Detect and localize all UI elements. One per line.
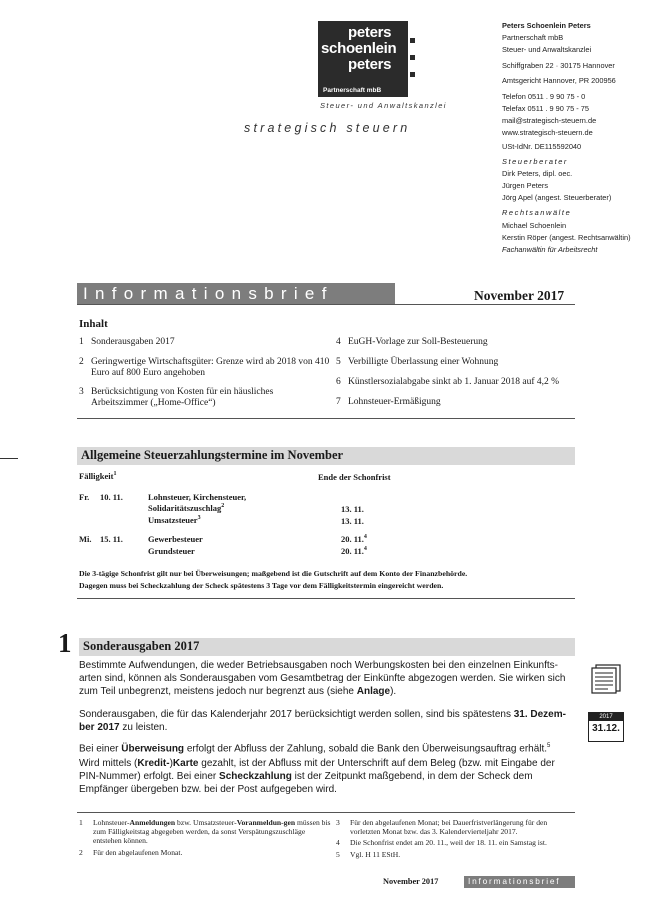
row-date: 10. 11.: [100, 492, 123, 502]
firm-legal: Partnerschaft mbB: [502, 33, 564, 42]
footnote-2-num: 2: [79, 848, 83, 857]
steuerberater-2: Jürgen Peters: [502, 181, 549, 190]
row-day: Fr.: [79, 492, 90, 502]
logo-line-2: schoenlein: [321, 40, 397, 57]
calendar-date: 31.12.: [592, 723, 620, 734]
firm-logo: [318, 21, 408, 97]
anwalt-2: Kerstin Röper (angest. Rechtsanwältin): [502, 233, 631, 242]
margin-mark: [0, 458, 18, 459]
doc-title: Informationsbrief: [83, 284, 334, 303]
logo-square-2: [410, 55, 415, 60]
col-faelligkeit: Fälligkeit$^1$: [79, 471, 117, 481]
row-tax: Solidaritätszuschlag$^2$: [148, 503, 225, 513]
steuerberater-1: Dirk Peters, dipl. oec.: [502, 169, 573, 178]
termine-note-1: Die 3-tägige Schonfrist gilt nur bei Überweisungen; maßgebend ist die Gutschrift auf dem Konto der Finanzbehörde.: [79, 569, 468, 578]
firm-type: Steuer- und Anwaltskanzlei: [502, 45, 592, 54]
footnote-1-num: 1: [79, 818, 83, 827]
termine-rule: [77, 598, 575, 599]
section-bar: [79, 638, 575, 656]
title-bar: [77, 283, 395, 304]
footer-bar: [464, 876, 575, 888]
toc-num: 5: [336, 357, 341, 367]
row-tax: Gewerbesteuer: [148, 534, 203, 544]
issue-month: November 2017: [474, 288, 565, 303]
anwalt-3: Fachanwältin für Arbeitsrecht: [502, 245, 598, 254]
termine-note-2: Dagegen muss bei Scheckzahlung der Scheck spätestens 3 Tage vor dem Fälligkeitstermin eingereicht werden.: [79, 581, 444, 590]
slogan: strategisch steuern: [244, 121, 411, 135]
footnote-3: Für den abgelaufenen Monat; bei Dauerfristverlängerung für den vorletzten Monat bzw. das 3. Kalendervierteljahr 2017.: [350, 818, 548, 837]
footnote-4: Die Schonfrist endet am 20. 11., weil der 18. 11. ein Samstag ist.: [350, 838, 547, 847]
toc-text: Sonderausgaben 2017: [91, 337, 175, 347]
footnote-1: Lohnsteuer-Anmeldungen bzw. Umsatzsteuer-Voranmeldun-gen müssen bis zum Fälligkeitstag abgegeben werden, da sonst Verspätungszuschläge entstehen können.: [93, 818, 331, 846]
firm-email[interactable]: mail@strategisch-steuern.de: [502, 116, 597, 125]
footnote-rule: [77, 812, 575, 813]
toc-num: 7: [336, 397, 341, 407]
paragraph-3: Bei einer Überweisung erfolgt der Abfluss der Zahlung, sobald die Bank den Überweisungsauftrag erhält.$^5$: [79, 743, 551, 755]
row-end: 20. 11.$^4$: [341, 534, 367, 544]
firm-phone: Telefon 0511 . 9 90 75 - 0: [502, 92, 586, 101]
toc-num: 1: [79, 337, 84, 347]
row-day: Mi.: [79, 534, 92, 544]
termine-title: Allgemeine Steuerzahlungstermine im November: [81, 448, 344, 462]
footnote-3-num: 3: [336, 818, 340, 827]
paragraph-4: Wird mittels (Kredit-)Karte gezahlt, ist der Abfluss mit der Unterschrift auf dem Beleg (bzw. mit Eingabe der PIN-Nummer) erfolgt. Bei einer Scheckzahlung ist der Zeitpunkt maßgebend, in dem der Scheck dem Empfänger übergeben bzw. bei der Post aufgegeben wird.: [79, 758, 555, 795]
toc-num: 6: [336, 377, 341, 387]
toc-text: Berücksichtigung von Kosten für ein häusliches Arbeitszimmer („Home-Office“): [91, 387, 274, 408]
row-end: 13. 11.: [341, 504, 364, 514]
section-title: Sonderausgaben 2017: [83, 639, 200, 653]
toc-num: 2: [79, 357, 84, 367]
calendar-icon: [588, 712, 624, 742]
row-end: 13. 11.: [341, 516, 364, 526]
footer-title: Informationsbrief: [468, 876, 561, 886]
logo-square-3: [410, 72, 415, 77]
toc-num: 3: [79, 387, 84, 397]
toc-text: EuGH-Vorlage zur Soll-Besteuerung: [348, 337, 488, 347]
calendar-year: 2017: [589, 713, 623, 721]
logo-tagline: Steuer- und Anwaltskanzlei: [320, 101, 447, 110]
row-tax: Grundsteuer: [148, 546, 195, 556]
section-number: 1: [58, 628, 72, 658]
document-icon: [590, 664, 624, 699]
footer-month: November 2017: [383, 877, 439, 886]
firm-name: Peters Schoenlein Peters: [502, 21, 591, 30]
steuerberater-heading: Steuerberater: [502, 157, 568, 166]
paragraph-2: Sonderausgaben, die für das Kalenderjahr 2017 berücksichtigt werden sollen, sind bis spätestens 31. Dezem-ber 2017 zu leisten.: [79, 709, 566, 733]
anwaelte-heading: Rechtsanwälte: [502, 208, 572, 217]
footnote-5: Vgl. H 11 EStH.: [350, 850, 401, 859]
toc-text: Geringwertige Wirtschaftsgüter: Grenze wird ab 2018 von 410 Euro auf 800 Euro angehoben: [91, 357, 330, 378]
firm-vat: USt-IdNr. DE115592040: [502, 142, 582, 151]
col-schonfrist: Ende der Schonfrist: [318, 472, 391, 482]
logo-line-1: peters: [348, 24, 392, 41]
row-end: 20. 11.$^4$: [341, 546, 367, 556]
row-tax: Umsatzsteuer$^3$: [148, 515, 201, 525]
anwalt-1: Michael Schoenlein: [502, 221, 567, 230]
row-date: 15. 11.: [100, 534, 123, 544]
logo-subtitle: Partnerschaft mbB: [323, 87, 382, 94]
toc-text: Künstlersozialabgabe sinkt ab 1. Januar 2018 auf 4,2 %: [348, 377, 560, 387]
logo-square-1: [410, 38, 415, 43]
steuerberater-3: Jörg Apel (angest. Steuerberater): [502, 193, 612, 202]
row-tax: Lohnsteuer, Kirchensteuer,: [148, 492, 247, 502]
toc-text: Verbilligte Überlassung einer Wohnung: [348, 357, 499, 367]
firm-fax: Telefax 0511 . 9 90 75 - 75: [502, 104, 589, 113]
firm-address: Schiffgraben 22 · 30175 Hannover: [502, 61, 615, 70]
footnote-4-num: 4: [336, 838, 340, 847]
footnote-5-num: 5: [336, 850, 340, 859]
contents-rule: [77, 418, 575, 419]
termine-bar: [77, 447, 575, 465]
firm-register: Amtsgericht Hannover, PR 200956: [502, 76, 616, 85]
paragraph-1: Bestimmte Aufwendungen, die weder Betriebsausgaben noch Werbungskosten bei den einzelnen Einkunfts-arten sind, können als Sonderausgaben vom Gesamtbetrag der Einkünfte abgezogen werden. Sie wirken sich zum Teil unbegrenzt, meistens jedoch nur begrenzt aus (siehe Anlage).: [79, 660, 566, 697]
firm-website[interactable]: www.strategisch-steuern.de: [502, 128, 593, 137]
toc-text: Lohnsteuer-Ermäßigung: [348, 397, 441, 407]
header-rule: [77, 304, 575, 305]
footnote-2: Für den abgelaufenen Monat.: [93, 848, 183, 857]
logo-line-3: peters: [348, 56, 392, 73]
contents-heading: Inhalt: [79, 318, 108, 330]
toc-num: 4: [336, 337, 341, 347]
